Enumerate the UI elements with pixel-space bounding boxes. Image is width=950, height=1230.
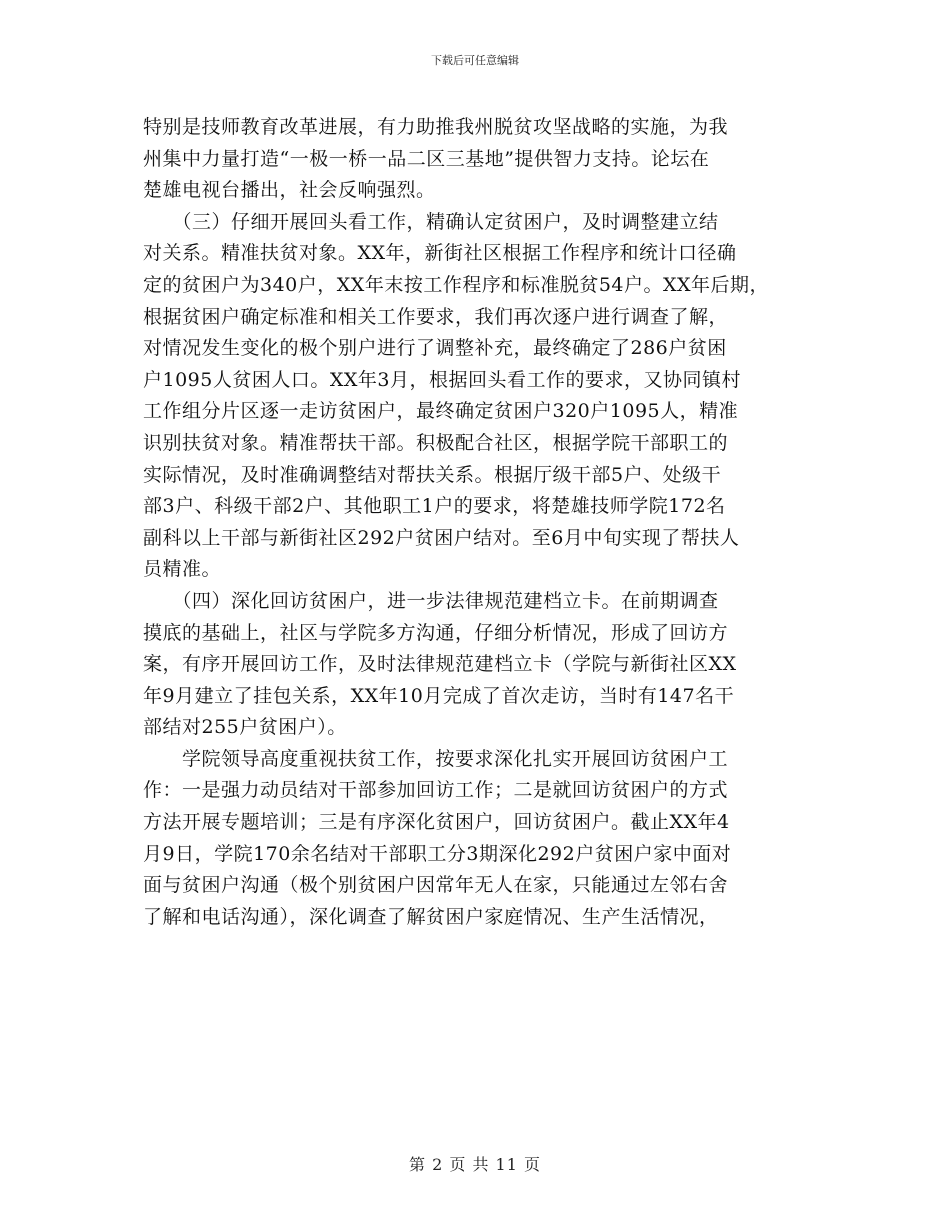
text-line: 作：一是强力动员结对干部参加回访工作；二是就回访贫困户的方式 <box>143 779 729 802</box>
text-line: 根据贫困户确定标准和相关工作要求，我们再次逐户进行调查了解， <box>143 305 729 328</box>
text-line: 学院领导高度重视扶贫工作，按要求深化扎实开展回访贫困户工 <box>143 747 729 770</box>
text-line: （四）深化回访贫困户，进一步法律规范建档立卡。在前期调查 <box>143 589 719 612</box>
page-header: 下载后可任意编辑 <box>431 54 519 67</box>
text-line: 副科以上干部与新街社区292户贫困户结对。至6月中旬实现了帮扶人 <box>143 526 740 549</box>
text-line: 了解和电话沟通），深化调查了解贫困户家庭情况、生产生活情况， <box>143 905 719 928</box>
text-line: 月9日，学院170余名结对干部职工分3期深化292户贫困户家中面对 <box>143 842 732 865</box>
text-line: 楚雄电视台播出，社会反响强烈。 <box>143 179 436 202</box>
text-line: 定的贫困户为340户，XX年末按工作程序和标准脱贫54户。XX年后期， <box>143 273 770 296</box>
text-line: （三）仔细开展回头看工作，精确认定贫困户，及时调整建立结 <box>143 210 719 233</box>
text-line: 部3户、科级干部2户、其他职工1户的要求，将楚雄技师学院172名 <box>143 495 726 518</box>
page-number-footer: 第 2 页 共 11 页 <box>409 1155 541 1174</box>
text-line: 年9月建立了挂包关系，XX年10月完成了首次走访，当时有147名干 <box>143 684 735 707</box>
text-line: 州集中力量打造“一极一桥一品二区三基地”提供智力支持。论坛在 <box>143 147 710 170</box>
text-line: 方法开展专题培训；三是有序深化贫困户，回访贫困户。截止XX年4 <box>143 811 730 834</box>
text-line: 面与贫困户沟通（极个别贫困户因常年无人在家，只能通过左邻右舍 <box>143 874 729 897</box>
text-line: 摸底的基础上，社区与学院多方沟通，仔细分析情况，形成了回访方 <box>143 621 729 644</box>
text-line: 工作组分片区逐一走访贫困户，最终确定贫困户320户1095人，精准 <box>143 400 739 423</box>
text-line: 员精准。 <box>143 558 222 581</box>
text-line: 对关系。精准扶贫对象。XX年，新街社区根据工作程序和统计口径确 <box>143 242 737 265</box>
document-body <box>143 112 823 933</box>
text-line: 案，有序开展回访工作，及时法律规范建档立卡（学院与新街社区XX <box>143 653 737 676</box>
text-line: 实际情况，及时准确调整结对帮扶关系。根据厅级干部5户、处级干 <box>143 463 722 486</box>
text-line: 部结对255户贫困户）。 <box>143 716 347 739</box>
text-line: 特别是技师教育改革进展，有力助推我州脱贫攻坚战略的实施，为我 <box>143 116 729 138</box>
text-line: 对情况发生变化的极个别户进行了调整补充，最终确定了286户贫困 <box>143 337 727 360</box>
text-line: 户1095人贫困人口。XX年3月，根据回头看工作的要求，又协同镇村 <box>143 368 741 391</box>
text-line: 识别扶贫对象。精准帮扶干部。积极配合社区，根据学院干部职工的 <box>143 431 729 454</box>
